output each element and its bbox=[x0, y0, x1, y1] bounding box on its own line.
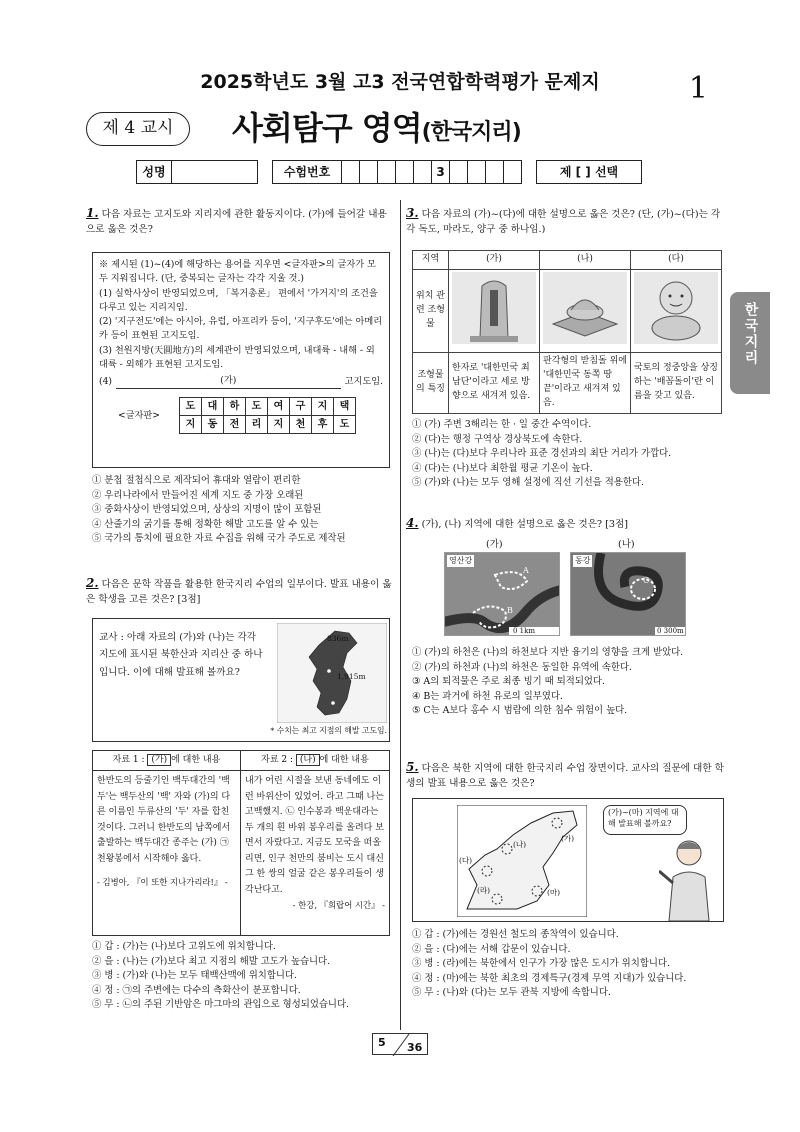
exam-no-digit-box[interactable] bbox=[414, 160, 432, 184]
q4-img1-title: (가) bbox=[486, 539, 503, 550]
exam-no-digit-box[interactable] bbox=[378, 160, 396, 184]
q1-choice-3[interactable]: ③ 중화사상이 반영되었으며, 상상의 지명이 많이 포함된 bbox=[92, 504, 322, 516]
q5-map-label-da: (다) bbox=[459, 856, 473, 865]
q3-choice-3[interactable]: ③ (나)는 (다)보다 우리나라 표준 경선과의 최단 거리가 가깝다. bbox=[412, 448, 672, 460]
q1-item4-blank: (가) bbox=[116, 374, 341, 389]
exam-no-digit-box[interactable] bbox=[504, 160, 522, 184]
q4-choice-3[interactable]: ③ A의 퇴적물은 주로 최종 빙기 때 퇴적되었다. bbox=[412, 676, 605, 688]
q5-north-korea-map bbox=[457, 805, 587, 917]
q4-img2-title: (나) bbox=[618, 539, 635, 550]
q2-map-label-1: 836m bbox=[327, 634, 349, 643]
exam-no-digit-box[interactable] bbox=[360, 160, 378, 184]
q1-board bbox=[99, 397, 383, 434]
board-cell: 택 bbox=[334, 398, 356, 416]
board-cell: 하 bbox=[224, 398, 246, 416]
q3-feature-row bbox=[413, 352, 722, 413]
q3-row1-label: 위치 관련 조형물 bbox=[413, 269, 449, 352]
q2-data1-title-post: 에 대한 내용 bbox=[171, 755, 221, 765]
q1-board-label: <글자판> bbox=[117, 409, 161, 421]
q2-data1-body: 한반도의 등줄기인 백두대간의 '백두'는 백두산의 '백' 자와 (가)의 다른 이름인 두류산의 '두' 자를 합친 것이다. 그러니 한반도의 남쪽에서 출발하는 백두대간 종주는 (가) ㉠ 천왕봉에서 시작해야 옳다. bbox=[97, 776, 231, 864]
subject-title bbox=[232, 104, 521, 154]
q4-label-a: A bbox=[523, 566, 529, 575]
board-cell: 리 bbox=[246, 416, 268, 434]
q1-choice-5[interactable]: ⑤ 국가의 통치에 필요한 자료 수집을 위해 국가 주도로 제작된 bbox=[92, 533, 346, 545]
q4-img2-scale: 0 300m bbox=[657, 627, 684, 635]
q2-data1 bbox=[93, 751, 241, 935]
q3-col-da: (다) bbox=[631, 251, 722, 270]
q3-col-region: 지역 bbox=[413, 251, 449, 270]
q2-data1-source: - 김병아, 『이 또한 지나가리라!』 - bbox=[97, 877, 228, 888]
q1-stem: 다음 자료는 고지도와 지리지에 관한 활동지이다. (가)에 들어갈 내용으로 옳은 것은? bbox=[86, 209, 387, 235]
exam-no-label: 수험번호 bbox=[272, 160, 342, 184]
q2-stem-block bbox=[86, 574, 392, 608]
board-cell: 후 bbox=[312, 416, 334, 434]
q3-number: 3. bbox=[406, 206, 419, 220]
q4-aerial-photo-1 bbox=[444, 552, 560, 636]
q1-choice-1[interactable]: ① 분첩 절첩식으로 제작되어 휴대와 열람이 편리한 bbox=[92, 475, 301, 486]
q3-choice-2[interactable]: ② (다)는 행정 구역상 경상북도에 속한다. bbox=[412, 433, 583, 445]
q5-speech-bubble: (가)~(마) 지역에 대해 발표해 볼까요? bbox=[603, 805, 687, 835]
q2-data2-title-pre: 자료 2 : bbox=[261, 755, 294, 765]
board-cell: 지 bbox=[268, 416, 290, 434]
q1-number: 1. bbox=[86, 206, 99, 220]
q4-number: 4. bbox=[406, 516, 419, 530]
q1-item2: (2) '지구전도'에는 아시아, 유럽, 아프리카 등이, '지구후도'에는 아메리카 등이 표현된 고지도임. bbox=[99, 316, 383, 342]
q4-choice-2[interactable]: ② (가)의 하천과 (나)의 하천은 동일한 유역에 속한다. bbox=[412, 661, 632, 673]
q4-stem-block bbox=[406, 514, 724, 533]
q5-scene bbox=[412, 798, 724, 922]
q5-map-label-na: (나) bbox=[513, 840, 527, 849]
q3-stem-block bbox=[406, 204, 724, 238]
exam-no-digit-box[interactable] bbox=[486, 160, 504, 184]
q2-data1-title-pre: 자료 1 : bbox=[112, 755, 145, 765]
q5-choices bbox=[412, 928, 726, 1001]
q5-stem-block bbox=[406, 758, 724, 792]
q2-data2 bbox=[241, 751, 389, 935]
subject-sub: (한국지리) bbox=[421, 120, 521, 145]
q4-img1-scale: 0 1km bbox=[513, 627, 536, 635]
q1-activity-box bbox=[92, 252, 390, 468]
q3-table bbox=[412, 250, 722, 414]
q5-map-label-ra: (라) bbox=[477, 886, 491, 895]
q2-teacher-box bbox=[92, 618, 390, 742]
q2-teacher-text: 교사 : 아래 자료의 (가)와 (나)는 각각 지도에 표시된 북한산과 지리산 중 하나입니다. 이에 대해 발표해 볼까요? bbox=[99, 632, 263, 678]
q2-choice-1[interactable]: ① 갑 : (가)는 (나)보다 고위도에 위치합니다. bbox=[92, 941, 276, 952]
monument-plate-icon bbox=[543, 272, 627, 344]
choice-label: 제 [ ] 선택 bbox=[536, 160, 642, 184]
page-number: 1 bbox=[688, 71, 708, 106]
q4-choice-4[interactable]: ④ B는 과거에 하천 유로의 일부였다. bbox=[412, 690, 563, 702]
q2-data1-title-box: (가) bbox=[147, 754, 171, 766]
board-cell: 지 bbox=[312, 398, 334, 416]
q2-choice-4[interactable]: ④ 정 : ㉠의 주변에는 다수의 측화산이 분포합니다. bbox=[92, 984, 301, 996]
q4-label-b: B bbox=[507, 606, 513, 615]
q1-item4-suffix: 고지도임. bbox=[344, 376, 383, 387]
q4-img1-river: 영산강 bbox=[447, 555, 474, 567]
q3-image-da bbox=[631, 269, 722, 352]
q2-number: 2. bbox=[86, 576, 99, 590]
q3-stem: 다음 자료의 (가)~(다)에 대한 설명으로 옳은 것은? (단, (가)~(다)는 각각 독도, 마라도, 양구 중 하나임.) bbox=[406, 209, 721, 235]
footer-total: 36 bbox=[407, 1041, 423, 1054]
board-cell: 도 bbox=[180, 398, 202, 416]
q5-choice-5[interactable]: ⑤ 무 : (나)와 (다)는 모두 관북 지방에 속합니다. bbox=[412, 987, 611, 999]
board-cell: 대 bbox=[202, 398, 224, 416]
board-cell: 전 bbox=[224, 416, 246, 434]
q1-choices bbox=[92, 474, 392, 547]
q1-item4 bbox=[99, 374, 383, 389]
board-cell: 도 bbox=[246, 398, 268, 416]
q3-feature-ga: 한자로 '대한민국 최남단'이라고 세로 방향으로 새겨져 있음. bbox=[449, 352, 540, 413]
q2-choice-3[interactable]: ③ 병 : (가)와 (나)는 모두 태백산맥에 위치합니다. bbox=[92, 970, 297, 982]
q2-data2-body: 내가 어린 시절을 보낸 동네에도 이런 바위산이 있었어. 라고 그때 나는 고백했지. ㉡ 인수봉과 백운대라는 두 개의 흰 바위 봉우리를 올려다 보면서 자랐다고. 지금도 모국을 떠올리면, 인구 천만의 붐비는 도시 대신 그 한 쌍의 얼굴 같은 봉우리들이 생각난다고. bbox=[245, 776, 384, 895]
q1-stem-block bbox=[86, 204, 392, 238]
exam-no-digit-box[interactable] bbox=[450, 160, 468, 184]
exam-no-digit-box[interactable] bbox=[468, 160, 486, 184]
q2-data2-title bbox=[241, 751, 389, 771]
q5-choice-2[interactable]: ② 을 : (다)에는 서해 갑문이 있습니다. bbox=[412, 943, 571, 955]
q4-choices bbox=[412, 646, 726, 719]
q5-stem: 다음은 북한 지역에 대한 한국지리 수업 장면이다. 교사의 질문에 대한 학생의 발표 내용으로 옳은 것은? bbox=[406, 763, 724, 789]
q1-item1: (1) 실학사상이 반영되었으며, 「복거총론」 편에서 '가거지'의 조건을 다루고 있는 지리지임. bbox=[99, 287, 378, 313]
board-cell: 도 bbox=[334, 416, 356, 434]
q1-board-row bbox=[180, 416, 356, 434]
q2-data1-title bbox=[93, 751, 240, 771]
q2-map-label-2: 1,915m bbox=[337, 672, 366, 681]
q3-image-row bbox=[413, 269, 722, 352]
q2-stem: 다음은 문학 작품을 활용한 한국지리 수업의 일부이다. 발표 내용이 옳은 학생을 고른 것은? [3점] bbox=[86, 579, 392, 605]
q3-col-na: (나) bbox=[540, 251, 631, 270]
q3-choices bbox=[412, 418, 724, 491]
q3-choice-5[interactable]: ⑤ (가)와 (나)는 모두 영해 설정에 직선 기선을 적용한다. bbox=[412, 477, 644, 489]
q3-choice-1[interactable]: ① (가) 주변 3해리는 한 · 일 중간 수역이다. bbox=[412, 419, 592, 430]
monument-figure-icon bbox=[634, 272, 718, 344]
name-label: 성명 bbox=[136, 160, 172, 184]
exam-no-digit-box[interactable] bbox=[342, 160, 360, 184]
q2-choices bbox=[92, 940, 392, 1013]
exam-no-digit-box[interactable] bbox=[396, 160, 414, 184]
q1-choice-4[interactable]: ④ 산줄기의 굵기를 통해 정확한 해발 고도를 알 수 있는 bbox=[92, 518, 319, 530]
q2-map-note: * 수치는 최고 지점의 해발 고도임. bbox=[270, 726, 387, 735]
q4-aerial-photo-2 bbox=[570, 552, 686, 636]
q3-image-na bbox=[540, 269, 631, 352]
q5-choice-4[interactable]: ④ 정 : (마)에는 북한 최초의 경제특구(경제 무역 지대)가 있습니다. bbox=[412, 972, 687, 984]
board-cell: 구 bbox=[290, 398, 312, 416]
q2-choice-5[interactable]: ⑤ 무 : ㉡의 주된 기반암은 마그마의 관입으로 형성되었습니다. bbox=[92, 999, 350, 1011]
period-badge: 제 4 교시 bbox=[86, 112, 190, 146]
monument-stone-icon bbox=[452, 272, 536, 344]
q5-map-label-ma: (마) bbox=[547, 888, 561, 897]
column-divider bbox=[400, 200, 401, 1030]
q1-board-row bbox=[180, 398, 356, 416]
name-field[interactable] bbox=[172, 160, 258, 184]
q5-choice-3[interactable]: ③ 병 : (라)에는 북한에서 인구가 가장 많은 도시가 위치합니다. bbox=[412, 958, 670, 970]
q5-number: 5. bbox=[406, 760, 419, 774]
q3-image-ga bbox=[449, 269, 540, 352]
q4-choice-5[interactable]: ⑤ C는 A보다 홍수 시 범람에 의한 침수 위험이 높다. bbox=[412, 705, 628, 717]
q1-board-grid bbox=[179, 397, 356, 434]
q4-stem: (가), (나) 지역에 대한 설명으로 옳은 것은? [3점] bbox=[421, 519, 628, 530]
board-cell: 동 bbox=[202, 416, 224, 434]
q2-choice-2[interactable]: ② 을 : (나)는 (가)보다 최고 지점의 해발 고도가 높습니다. bbox=[92, 955, 331, 967]
exam-no-digit-fixed: 3 bbox=[432, 160, 450, 184]
q2-data-box bbox=[92, 750, 390, 936]
subject-main: 사회탐구 영역 bbox=[232, 109, 422, 147]
q2-data2-title-post: 에 대한 내용 bbox=[319, 755, 369, 765]
q3-col-ga: (가) bbox=[449, 251, 540, 270]
q1-item3: (3) 천원지방(天圓地方)의 세계관이 반영되었으며, 내대륙 - 내해 - 외대륙 - 외해가 표현된 고지도임. bbox=[99, 344, 375, 370]
q2-data2-title-box: (나) bbox=[296, 754, 320, 766]
q5-choice-1[interactable]: ① 갑 : (가)에는 경원선 철도의 종착역이 있습니다. bbox=[412, 929, 619, 940]
board-cell: 천 bbox=[290, 416, 312, 434]
q4-choice-1[interactable]: ① (가)의 하천은 (나)의 하천보다 지반 융기의 영향을 크게 받았다. bbox=[412, 647, 684, 658]
q4-label-c: C bbox=[643, 576, 650, 585]
q3-feature-da: 국토의 정중앙을 상징하는 '배꼽돌이'란 이름을 갖고 있음. bbox=[631, 352, 722, 413]
q3-row2-label: 조형물의 특징 bbox=[413, 352, 449, 413]
exam-title: 2025학년도 3월 고3 전국연합학력평가 문제지 bbox=[200, 71, 600, 93]
q3-feature-na: 판각형의 받침돌 위에 '대한민국 동쪽 땅끝'이라고 새겨져 있음. bbox=[540, 352, 631, 413]
q1-note: ※ 제시된 (1)~(4)에 해당하는 용어를 지우면 <글자판>의 글자가 모두 지워집니다. (단, 중복되는 글자는 각각 지울 것.) bbox=[99, 259, 376, 285]
q3-header-row bbox=[413, 251, 722, 270]
info-row bbox=[136, 160, 642, 184]
q5-map-label-ga: (가) bbox=[561, 834, 575, 843]
board-cell: 지 bbox=[180, 416, 202, 434]
q2-data2-source: - 한강, 『희랍어 시간』 - bbox=[292, 900, 385, 911]
side-tab bbox=[730, 292, 770, 394]
footer-page: 5 bbox=[378, 1036, 386, 1049]
q1-choice-2[interactable]: ② 우리나라에서 만들어진 세계 지도 중 가장 오래된 bbox=[92, 489, 304, 501]
q4-img2-river: 동강 bbox=[573, 555, 592, 567]
side-tab-label: 한국지리 bbox=[742, 302, 759, 366]
board-cell: 여 bbox=[268, 398, 290, 416]
teacher-figure-icon bbox=[659, 837, 719, 921]
page-footer bbox=[372, 1033, 428, 1055]
q1-item4-prefix: (4) bbox=[99, 376, 113, 387]
q3-choice-4[interactable]: ④ (다)는 (나)보다 최한월 평균 기온이 높다. bbox=[412, 462, 593, 474]
